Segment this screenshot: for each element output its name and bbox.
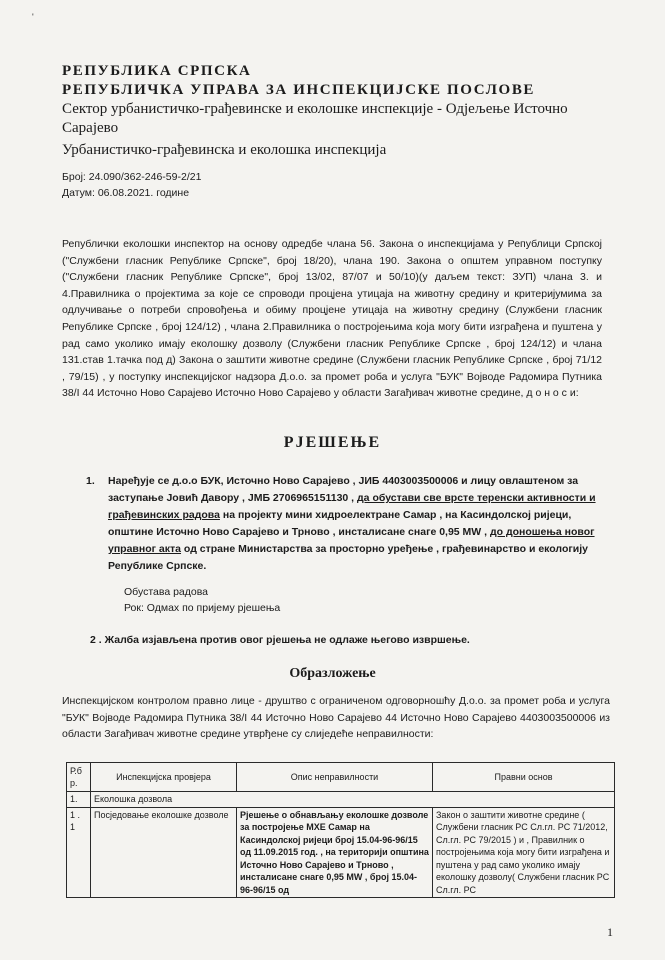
decision-item-2 bbox=[90, 634, 470, 646]
item-1-text bbox=[108, 473, 614, 575]
item-1-part-3: од стране Министарства за просторно уређење , грађевинарство и екологију Републике Српске. bbox=[108, 543, 588, 572]
section-number: 1. bbox=[67, 792, 91, 808]
header-ordinal: Р.б р. bbox=[67, 763, 91, 792]
row-legal-basis: Закон о заштити животне средине ( Службени гласник РС Сл.гл. РС 71/2012, Сл.гл. РС 79/2015 ) и , Правилник о постројењима која могу бити изграђена и пуштена у рад само уколико имају еколошку дозволу( Службени гласник РС Сл.гл. РС bbox=[433, 807, 615, 898]
section-label: Еколошка дозвола bbox=[91, 792, 615, 808]
explanation-title: Образложење bbox=[289, 666, 376, 681]
header-description: Опис неправилности bbox=[237, 763, 433, 792]
header-republic: РЕПУБЛИКА СРПСКА bbox=[62, 63, 252, 79]
measure-label: Обустава радова bbox=[124, 586, 209, 598]
corner-mark: ' bbox=[32, 12, 34, 22]
item-1-underlined-2: до доношења новог управног акта bbox=[108, 526, 595, 555]
explanation-paragraph: Инспекцијском контролом правно лице - друштво с ограниченом одговорношћу Д.о.о. за промет роба и услуга "БУК" Војводе Радомира Путника 38/I 44 Источно Ново Сарајево 44 Источно Ново Сарајево 4403003500006 из области Загађивач животне средине утврђене су слиједеће неправилности: bbox=[62, 695, 610, 741]
table-row bbox=[67, 807, 615, 898]
item-1-underlined-1: да обустави све врсте теренски активности и грађевинских радова bbox=[108, 492, 596, 521]
row-check: Посједовање еколошке дозволе bbox=[91, 807, 237, 898]
header-legal-basis: Правни основ bbox=[433, 763, 615, 792]
row-number: 1 . 1 bbox=[67, 807, 91, 898]
row-description: Рјешење о обнављању еколошке дозволе за постројење МХЕ Самар на Касиндолској ријеци број 15.04-96-96/15 од 11.09.2015 год. , на територији општина Источно Ново Сарајево и Трново , инсталисане снаге 0,95 MW , број 15.04-96-96/15 од bbox=[237, 807, 433, 898]
table-section-row bbox=[67, 792, 615, 808]
table-header-row bbox=[67, 763, 615, 792]
decision-item-1 bbox=[86, 473, 614, 575]
decision-title: РЈЕШЕЊЕ bbox=[283, 434, 382, 451]
item-1-part-2: на пројекту мини хидроелектране Самар , на Касиндолској ријеци, општине Источно Ново Сарајево и Трново , инсталисане снаге 0,95 MW , bbox=[108, 509, 572, 538]
letterhead bbox=[62, 62, 622, 160]
irregularities-table bbox=[66, 762, 615, 898]
item-1-part-1: Наређује се д.о.о БУК, Источно Ново Сарајево , ЈИБ 4403003500006 и лицу овлаштеном за заступање Јовић Давору , ЈМБ 2706965151130 , bbox=[108, 475, 579, 504]
page-number: 1 bbox=[607, 925, 613, 939]
item-2-text: Жалба изјављена против овог рјешења не одлаже његово извршење. bbox=[104, 634, 470, 646]
header-inspection: Урбанистичко-грађевинска и еколошка инспекција bbox=[62, 142, 387, 158]
document-references bbox=[62, 169, 201, 201]
document-date: Датум: 06.08.2021. године bbox=[62, 187, 190, 199]
header-sector: Сектор урбанистичко-грађевинске и еколошке инспекције - Одјељење Источно Сарајево bbox=[62, 101, 568, 136]
measure-deadline: Рок: Одмах по пријему рјешења bbox=[124, 602, 281, 614]
item-2-number: 2 . bbox=[90, 634, 102, 646]
header-administration: РЕПУБЛИЧКА УПРАВА ЗА ИНСПЕКЦИЈСКЕ ПОСЛОВЕ bbox=[62, 82, 536, 98]
document-number: Број: 24.090/362-246-59-2/21 bbox=[62, 171, 202, 183]
intro-paragraph: Републички еколошки инспектор на основу одредбе члана 56. Закона о инспекцијама у Републици Српској ("Службени гласник Републике Српске", број 18/20), члана 190. Закона о општем управном поступку ("Службени гласник Републике Српске", број 13/02, 87/07 и 50/10)(у даљем текст: ЗУП) члана 3. и 4.Правилника о пројектима за које се спроводи процјена утицаја на животну средину и критеријумима за одлучивање о потреби спровођења и обиму процјене утицаја на животну средину (Службени гласник Републике Српске , број 124/12) , члана 2.Правилника о постројењима која могу бити изграђена и пуштена у рад само уколико имају еколошку дозволу (Службени гласник Републике Српске , број 124/12) и члана 131.став 1.тачка под д) Закона о заштити животне средине (Службени гласник Републике Српске , број 71/12 , 79/15) , у поступку инспекцијског надзора Д.о.о. за промет роба и услуга "БУК" Војводе Радомира Путника 38/I 44 Источно Ново Сарајево Источно Ново Сарајево у области Загађивач животне средине, д о н о с и: bbox=[62, 238, 602, 400]
measure-block bbox=[124, 584, 280, 616]
header-check: Инспекцијска провјера bbox=[91, 763, 237, 792]
item-1-number: 1. bbox=[86, 475, 95, 487]
